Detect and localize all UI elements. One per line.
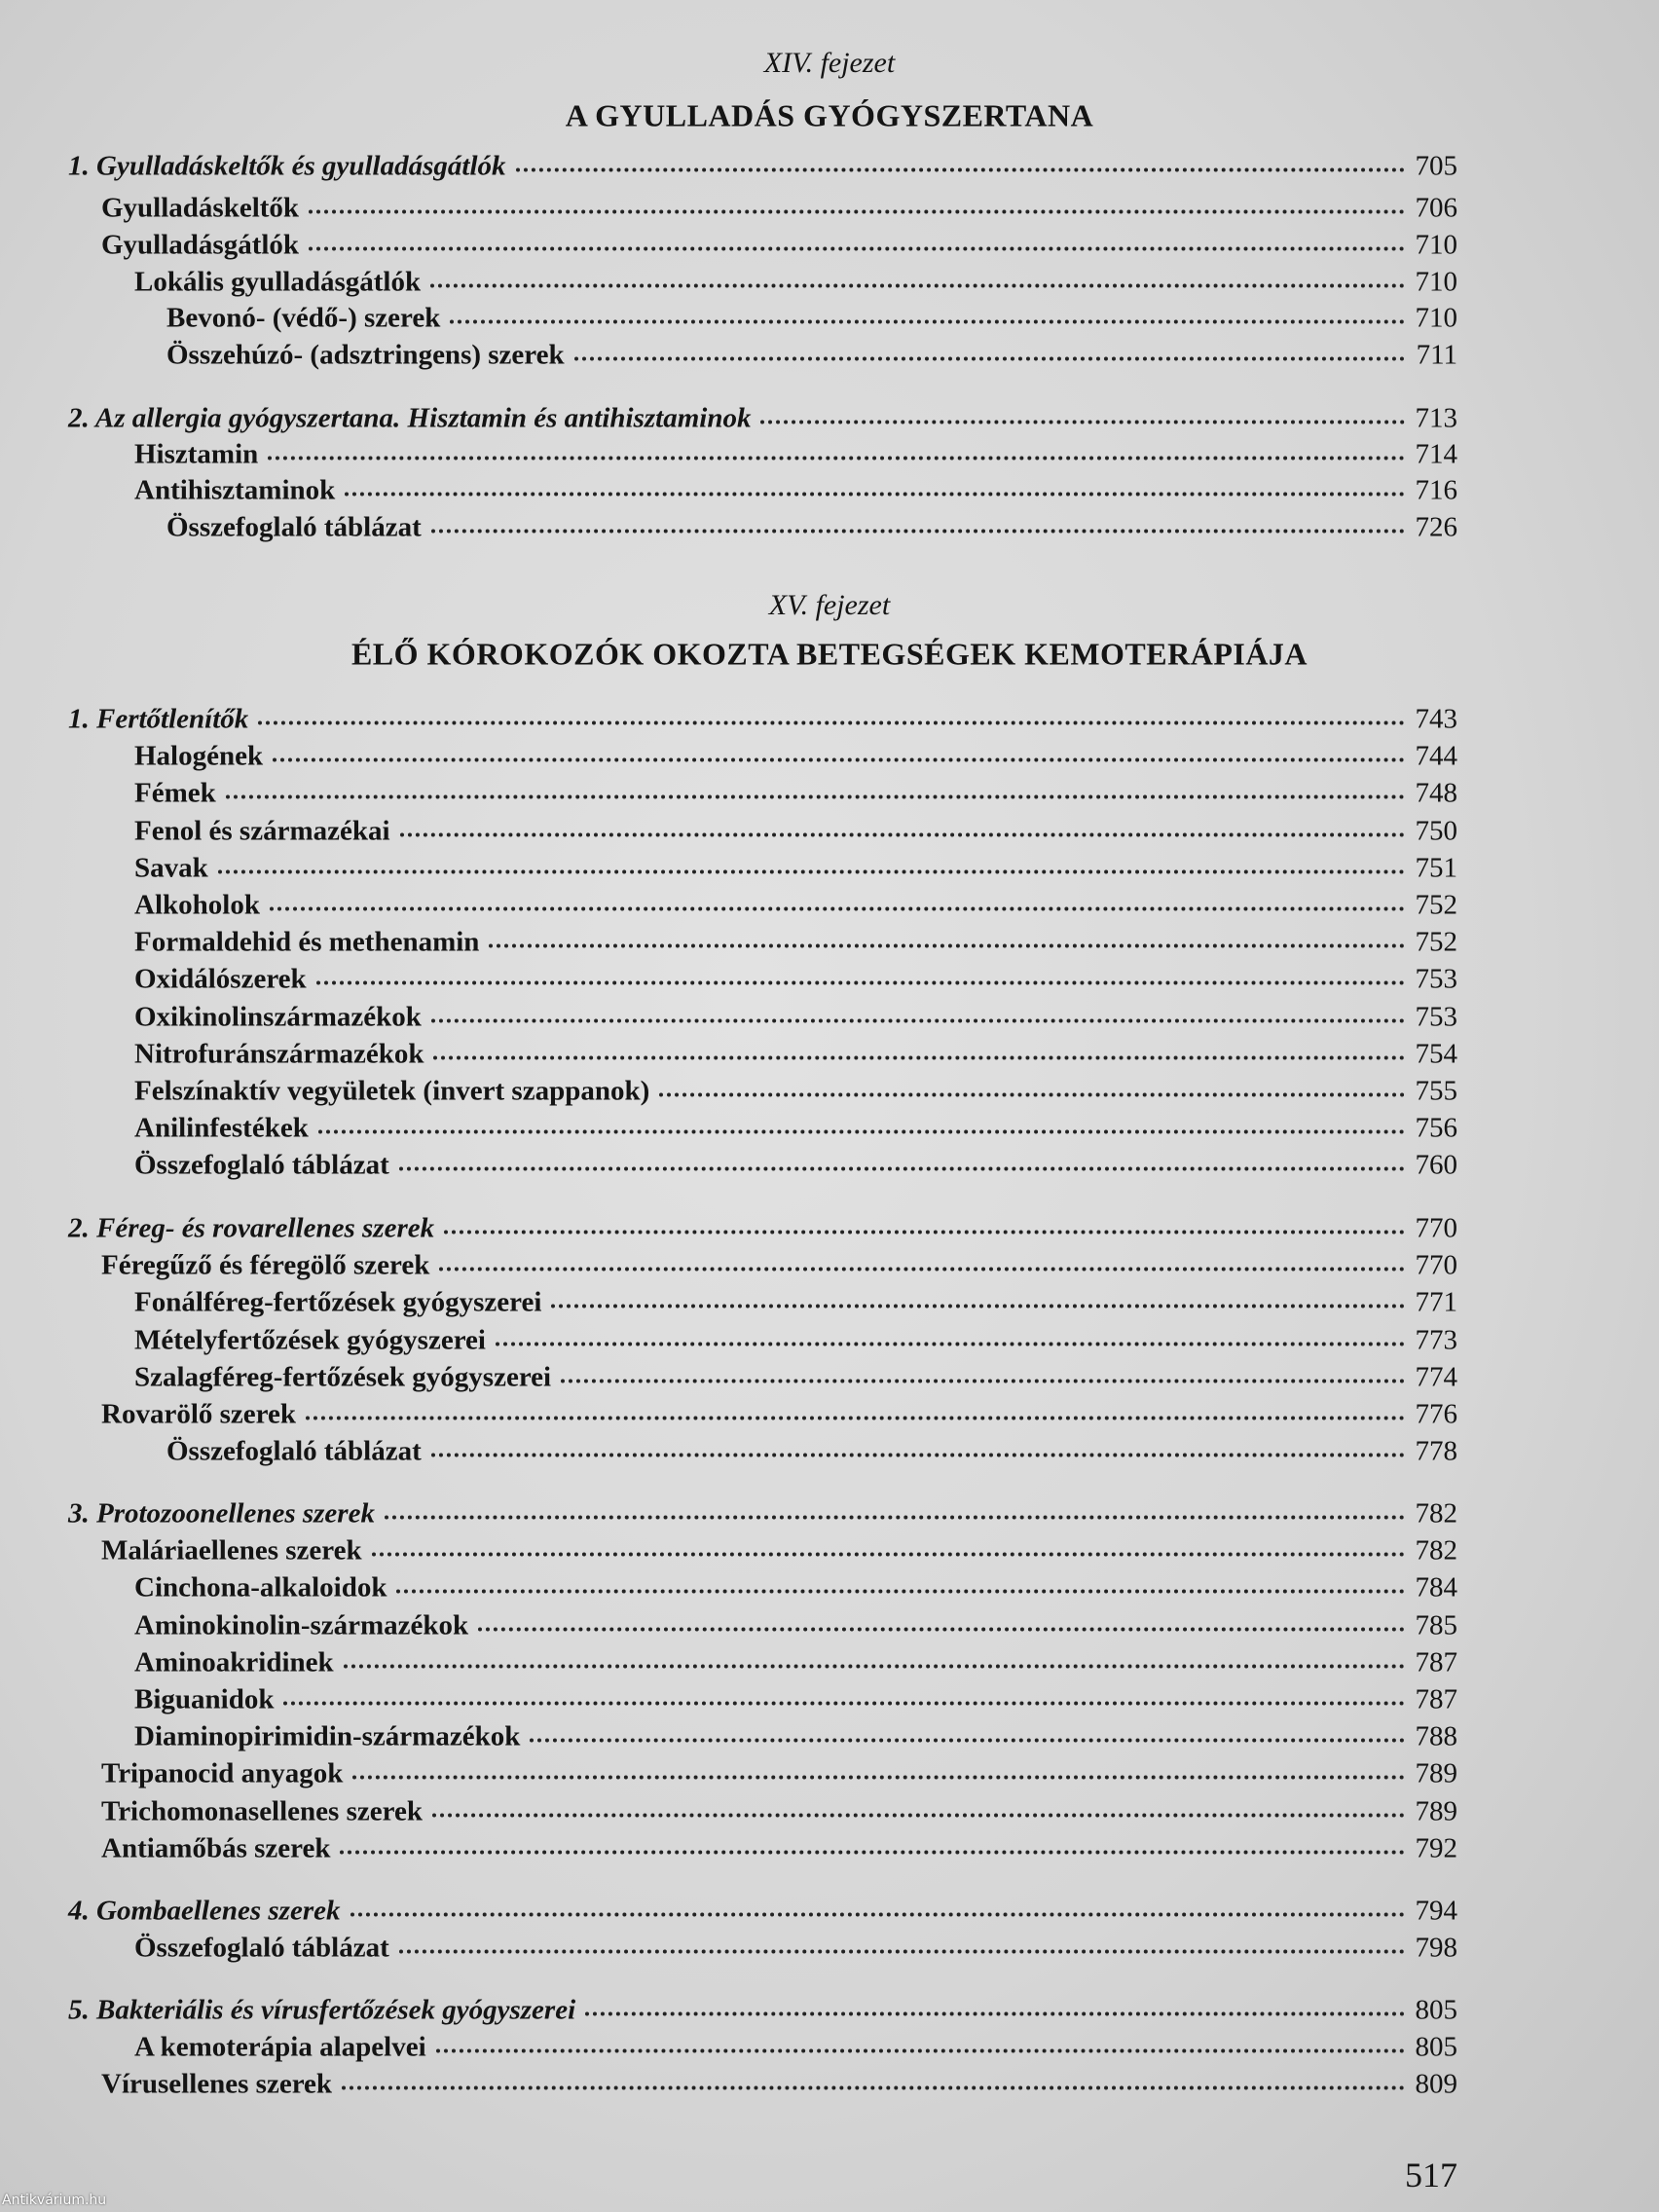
- toc-entry-title: Trichomonasellenes szerek: [101, 1795, 423, 1827]
- toc-entry-page: 752: [1415, 889, 1457, 921]
- dot-leader: [436, 2049, 1405, 2053]
- toc-entry-title: Antiamőbás szerek: [101, 1832, 331, 1864]
- toc-section-heading: [68, 1498, 1457, 1530]
- toc-entry: [101, 1250, 1457, 1282]
- toc-entry: [134, 890, 1457, 922]
- toc-entry-title: Fonálféreg-fertőzések gyógyszerei: [134, 1286, 542, 1318]
- toc-entry-title: Formaldehid és methenamin: [134, 926, 480, 958]
- toc-entry: [134, 778, 1457, 810]
- toc-entry: [134, 1721, 1457, 1753]
- dot-leader: [218, 870, 1405, 874]
- dot-leader: [551, 1305, 1405, 1309]
- dot-leader: [431, 1019, 1405, 1023]
- toc-entry-title: A kemoterápia alapelvei: [134, 2031, 426, 2063]
- toc-entry: [166, 512, 1457, 544]
- toc-entry-title: Fenol és származékai: [134, 815, 390, 847]
- dot-leader: [345, 493, 1405, 497]
- watermark: Antikvárium.hu: [2, 2193, 107, 2208]
- toc-entry-page: 794: [1415, 1895, 1457, 1927]
- toc-entry: [101, 1758, 1457, 1790]
- toc-entry-page: 744: [1415, 740, 1457, 772]
- toc-entry-page: 789: [1415, 1757, 1457, 1789]
- dot-leader: [283, 1702, 1405, 1706]
- toc-entry-page: 711: [1416, 339, 1457, 371]
- dot-leader: [340, 1851, 1405, 1855]
- toc-entry-title: Savak: [134, 852, 208, 884]
- toc-entry-title: 4. Gombaellenes szerek: [68, 1895, 341, 1927]
- toc-entry-page: 752: [1415, 926, 1457, 958]
- toc-entry-title: Halogének: [134, 740, 264, 772]
- dot-leader: [258, 721, 1405, 725]
- toc-entry-title: Tripanocid anyagok: [101, 1757, 344, 1789]
- dot-leader: [659, 1093, 1405, 1097]
- toc-entry-title: Mételyfertőzések gyógyszerei: [134, 1324, 486, 1356]
- toc-entry-page: 754: [1415, 1038, 1457, 1070]
- toc-entry: [166, 303, 1457, 335]
- toc-entry-page: 789: [1415, 1795, 1457, 1827]
- toc-entry: [134, 964, 1457, 996]
- toc-entry: [134, 475, 1457, 507]
- toc-entry-page: 743: [1415, 703, 1457, 735]
- toc-entry: [134, 2032, 1457, 2064]
- page-number: 517: [1405, 2156, 1457, 2194]
- toc-entry: [134, 1610, 1457, 1642]
- dot-leader: [352, 1776, 1405, 1780]
- toc-entry-page: 750: [1415, 815, 1457, 847]
- toc-entry-page: 710: [1415, 302, 1457, 334]
- chapter-label: XIV. fejezet: [763, 47, 896, 79]
- toc-entry-page: 782: [1415, 1497, 1457, 1530]
- toc-entry-page: 784: [1415, 1571, 1457, 1604]
- dot-leader: [268, 457, 1405, 461]
- toc-entry-page: 713: [1415, 402, 1457, 434]
- toc-entry-title: Fémek: [134, 777, 216, 809]
- toc-entry-title: 3. Protozoonellenes szerek: [68, 1497, 375, 1530]
- toc-entry: [101, 2069, 1457, 2101]
- toc-entry-page: 773: [1415, 1324, 1457, 1356]
- toc-entry-title: Gyulladáskeltők: [101, 192, 300, 224]
- toc-entry-title: 2. Az allergia gyógyszertana. Hisztamin és antihisztaminok: [68, 402, 752, 434]
- dot-leader: [344, 1665, 1405, 1669]
- toc-entry: [134, 1647, 1457, 1679]
- toc-entry-title: Alkoholok: [134, 889, 260, 921]
- toc-entry-title: Nitrofuránszármazékok: [134, 1038, 424, 1070]
- toc-entry: [134, 1572, 1457, 1604]
- dot-leader: [450, 320, 1405, 324]
- toc-entry-page: 751: [1415, 852, 1457, 884]
- toc-entry: [134, 741, 1457, 773]
- toc-entry: [101, 193, 1457, 225]
- toc-entry-title: Rovarölő szerek: [101, 1398, 296, 1430]
- toc-entry-title: Összefoglaló táblázat: [166, 511, 422, 543]
- toc-entry-page: 748: [1415, 777, 1457, 809]
- toc-entry-page: 778: [1415, 1435, 1457, 1467]
- chapter-label: XV. fejezet: [768, 589, 891, 621]
- toc-entry-page: 770: [1415, 1212, 1457, 1244]
- toc-entry: [101, 1535, 1457, 1567]
- toc-entry-page: 726: [1415, 511, 1457, 543]
- toc-section-heading: [68, 403, 1457, 435]
- toc-entry: [134, 853, 1457, 885]
- toc-entry-title: Bevonó- (védő-) szerek: [166, 302, 441, 334]
- toc-entry: [134, 1113, 1457, 1145]
- toc-entry-page: 805: [1415, 1994, 1457, 2026]
- toc-entry-title: Aminoakridinek: [134, 1646, 334, 1678]
- dot-leader: [478, 1628, 1405, 1632]
- toc-entry-page: 753: [1415, 963, 1457, 995]
- dot-leader: [530, 1739, 1405, 1743]
- dot-leader: [585, 2012, 1405, 2016]
- toc-entry-title: Diaminopirimidin-származékok: [134, 1720, 521, 1752]
- toc-entry-page: 792: [1415, 1832, 1457, 1864]
- dot-leader: [399, 1950, 1405, 1954]
- dot-leader: [318, 1130, 1405, 1134]
- dot-leader: [431, 1454, 1405, 1457]
- toc-entry-page: 714: [1415, 438, 1457, 470]
- dot-leader: [270, 907, 1405, 911]
- dot-leader: [496, 1343, 1405, 1346]
- toc-entry-title: Hisztamin: [134, 438, 259, 470]
- toc-section-heading: [68, 704, 1457, 736]
- dot-leader: [444, 1231, 1405, 1235]
- dot-leader: [760, 421, 1405, 424]
- toc-section-heading: [68, 151, 1457, 183]
- dot-leader: [489, 944, 1405, 948]
- chapter-title: ÉLŐ KÓROKOZÓK OKOZTA BETEGSÉGEK KEMOTERÁPIÁJA: [350, 636, 1309, 672]
- toc-entry-page: 805: [1415, 2031, 1457, 2063]
- toc-entry-page: 755: [1415, 1075, 1457, 1107]
- dot-leader: [433, 1056, 1405, 1060]
- toc-entry-page: 706: [1415, 192, 1457, 224]
- toc-entry: [166, 340, 1457, 372]
- toc-entry: [134, 1039, 1457, 1071]
- toc-entry: [134, 1684, 1457, 1716]
- toc-entry: [134, 1933, 1457, 1965]
- dot-leader: [432, 1814, 1405, 1818]
- dot-leader: [396, 1590, 1405, 1594]
- toc-entry-page: 788: [1415, 1720, 1457, 1752]
- toc-entry: [101, 1796, 1457, 1828]
- dot-leader: [306, 1417, 1405, 1420]
- toc-entry-title: Oxikinolinszármazékok: [134, 1001, 422, 1033]
- toc-entry-title: Maláriaellenes szerek: [101, 1534, 362, 1567]
- toc-entry: [134, 439, 1457, 471]
- toc-entry-page: 770: [1415, 1249, 1457, 1281]
- toc-entry-title: Összefoglaló táblázat: [134, 1932, 389, 1964]
- toc-entry-title: Anilinfestékek: [134, 1112, 309, 1144]
- toc-entry: [134, 1287, 1457, 1319]
- toc-entry: [166, 1436, 1457, 1468]
- dot-leader: [372, 1553, 1405, 1557]
- toc-entry-title: Oxidálószerek: [134, 963, 307, 995]
- dot-leader: [574, 357, 1405, 361]
- dot-leader: [431, 530, 1405, 534]
- toc-entry-title: Aminokinolin-származékok: [134, 1609, 469, 1641]
- toc-entry-page: 705: [1415, 150, 1457, 182]
- toc-entry-page: 760: [1415, 1149, 1457, 1181]
- dot-leader: [385, 1516, 1405, 1520]
- toc-entry: [134, 1076, 1457, 1108]
- dot-leader: [316, 981, 1405, 985]
- toc-entry-page: 710: [1415, 266, 1457, 298]
- toc-entry-title: Antihisztaminok: [134, 474, 336, 506]
- toc-entry-title: 1. Fertőtlenítők: [68, 703, 249, 735]
- toc-entry-title: Összefoglaló táblázat: [134, 1149, 389, 1181]
- toc-entry: [101, 1833, 1457, 1865]
- dot-leader: [400, 833, 1405, 837]
- toc-section-heading: [68, 1213, 1457, 1245]
- toc-entry-page: 782: [1415, 1534, 1457, 1567]
- dot-leader: [561, 1380, 1405, 1383]
- toc-entry-title: Cinchona-alkaloidok: [134, 1571, 387, 1604]
- toc-entry-page: 710: [1415, 229, 1457, 261]
- toc-entry-title: Biguanidok: [134, 1683, 275, 1715]
- dot-leader: [516, 168, 1406, 172]
- toc-entry-page: 787: [1415, 1683, 1457, 1715]
- toc-entry: [134, 1362, 1457, 1394]
- toc-entry-page: 787: [1415, 1646, 1457, 1678]
- toc-entry-page: 756: [1415, 1112, 1457, 1144]
- dot-leader: [273, 758, 1405, 762]
- toc-entry-page: 776: [1415, 1398, 1457, 1430]
- dot-leader: [226, 795, 1405, 799]
- dot-leader: [342, 2086, 1405, 2090]
- dot-leader: [430, 284, 1405, 288]
- toc-entry-title: 2. Féreg- és rovarellenes szerek: [68, 1212, 435, 1244]
- toc-entry: [134, 927, 1457, 959]
- toc-entry-title: 5. Bakteriális és vírusfertőzések gyógyszerei: [68, 1994, 576, 2026]
- dot-leader: [350, 1913, 1406, 1917]
- toc-entry: [134, 1002, 1457, 1034]
- toc-entry-title: Összefoglaló táblázat: [166, 1435, 422, 1467]
- toc-section-heading: [68, 1995, 1457, 2027]
- toc-entry-title: 1. Gyulladáskeltők és gyulladásgátlók: [68, 150, 506, 182]
- toc-entry-page: 774: [1415, 1361, 1457, 1393]
- dot-leader: [399, 1167, 1405, 1171]
- dot-leader: [309, 247, 1405, 251]
- toc-entry: [134, 816, 1457, 848]
- toc-entry-title: Szalagféreg-fertőzések gyógyszerei: [134, 1361, 552, 1393]
- toc-entry-page: 716: [1415, 474, 1457, 506]
- chapter-title: A GYULLADÁS GYÓGYSZERTANA: [565, 97, 1094, 133]
- toc-entry: [134, 1150, 1457, 1182]
- toc-entry-title: Felszínaktív vegyületek (invert szappanok): [134, 1075, 650, 1107]
- toc-entry-page: 798: [1415, 1932, 1457, 1964]
- toc-entry-page: 785: [1415, 1609, 1457, 1641]
- dot-leader: [309, 210, 1405, 214]
- toc-entry-title: Gyulladásgátlók: [101, 229, 300, 261]
- toc-entry-title: Féregűző és féregölő szerek: [101, 1249, 430, 1281]
- toc-entry: [101, 230, 1457, 262]
- toc-entry-title: Lokális gyulladásgátlók: [134, 266, 422, 298]
- toc-entry: [134, 267, 1457, 299]
- toc-entry: [101, 1399, 1457, 1431]
- toc-entry-title: Összehúzó- (adsztringens) szerek: [166, 339, 565, 371]
- dot-leader: [439, 1268, 1405, 1272]
- toc-entry: [134, 1325, 1457, 1357]
- toc-entry-page: 809: [1415, 2068, 1457, 2100]
- toc-entry-page: 771: [1415, 1286, 1457, 1318]
- toc-entry-page: 753: [1415, 1001, 1457, 1033]
- toc-section-heading: [68, 1896, 1457, 1928]
- toc-entry-title: Vírusellenes szerek: [101, 2068, 333, 2100]
